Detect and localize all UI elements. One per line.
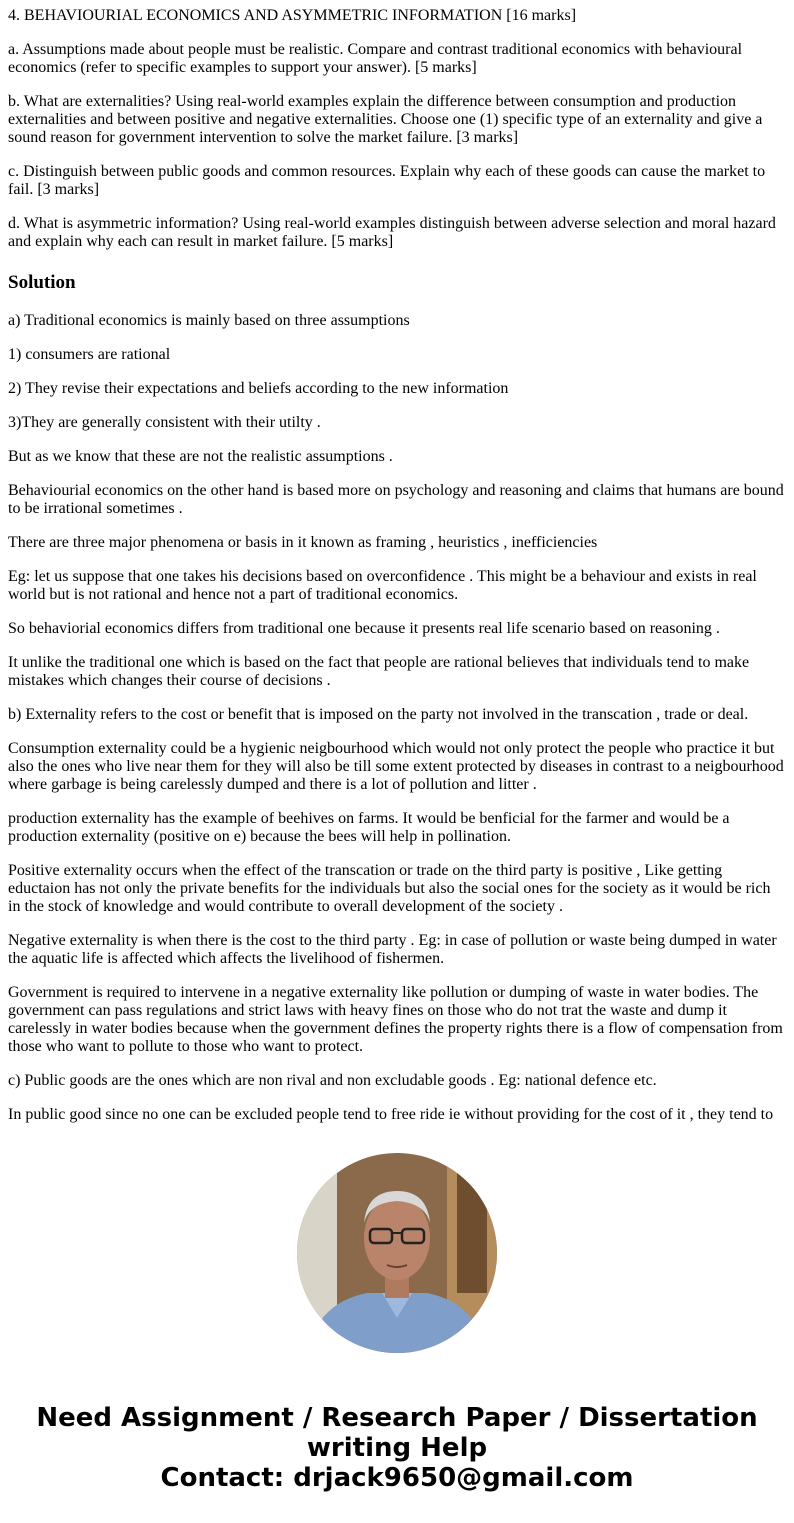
- solution-paragraph: In public good since no one can be excluded people tend to free ride ie without providing for the cost of it , they tend to: [8, 1106, 774, 1123]
- solution-paragraph: So behaviorial economics differs from traditional one because it presents real life scenario based on reasoning .: [8, 620, 720, 637]
- promo-banner: [0, 1403, 794, 1493]
- solution-paragraph: 3)They are generally consistent with their utilty .: [8, 414, 321, 431]
- solution-paragraph: Consumption externality could be a hygienic neigbourhood which would not only protect the people who practice it but also the ones who live near them for they will also be till some extent protected by diseases in contrast to a neigbourhood where garbage is being carelessly dumped and there is a lot of pollution and litter .: [8, 740, 784, 793]
- solution-paragraph: b) Externality refers to the cost or benefit that is imposed on the party not involved in the transcation , trade or deal.: [8, 706, 749, 723]
- solution-paragraph: production externality has the example of beehives on farms. It would be benficial for the farmer and would be a production externality (positive on e) because the bees will help in pollination.: [8, 810, 730, 845]
- solution-paragraph: There are three major phenomena or basis in it known as framing , heuristics , inefficiencies: [8, 534, 598, 551]
- promo-contact: Contact: drjack9650@gmail.com: [160, 1463, 634, 1493]
- question-title: 4. BEHAVIOURIAL ECONOMICS AND ASYMMETRIC INFORMATION [16 marks]: [8, 7, 577, 24]
- solution-paragraph: Positive externality occurs when the effect of the transcation or trade on the third party is positive , Like getting eductaion has not only the private benefits for the individuals but also the social ones for the society as it would be rich in the stock of knowledge and would contribute to overall development of the society .: [8, 862, 771, 915]
- solution-body: [8, 312, 786, 1123]
- solution-paragraph: 2) They revise their expectations and beliefs according to the new information: [8, 380, 509, 397]
- solution-paragraph: a) Traditional economics is mainly based on three assumptions: [8, 312, 410, 329]
- question-part-a: a. Assumptions made about people must be realistic. Compare and contrast traditional economics with behavioural economics (refer to specific examples to support your answer). [5 marks]: [8, 41, 743, 76]
- solution-paragraph: Government is required to intervene in a negative externality like pollution or dumping of waste in water bodies. The government can pass regulations and strict laws with heavy fines on those who do not trat the waste and dump it carelessly in water bodies because when the government defines the property rights there is a flow of compensation from those who want to pollute to those who want to protect.: [8, 984, 783, 1055]
- solution-paragraph: But as we know that these are not the realistic assumptions .: [8, 448, 393, 465]
- question-part-c: c. Distinguish between public goods and common resources. Explain why each of these goods can cause the market to fail. [3 marks]: [8, 163, 766, 198]
- solution-paragraph: Negative externality is when there is the cost to the third party . Eg: in case of pollution or waste being dumped in water the aquatic life is affected which affects the livelihood of fishermen.: [8, 932, 777, 967]
- question-part-b: b. What are externalities? Using real-world examples explain the difference between consumption and production externalities and between positive and negative externalities. Choose one (1) specific type of an externality and give a sound reason for government intervention to solve the market failure. [3 marks]: [8, 93, 763, 146]
- solution-paragraph: It unlike the traditional one which is based on the fact that people are rational believes that individuals tend to make mistakes which changes their course of decisions .: [8, 654, 750, 689]
- solution-paragraph: c) Public goods are the ones which are non rival and non excludable goods . Eg: national defence etc.: [8, 1072, 657, 1089]
- solution-paragraph: Behaviourial economics on the other hand is based more on psychology and reasoning and claims that humans are bound to be irrational sometimes .: [8, 482, 784, 517]
- solution-paragraph: 1) consumers are rational: [8, 346, 171, 363]
- author-photo: [297, 1153, 497, 1353]
- solution-paragraph: Eg: let us suppose that one takes his decisions based on overconfidence . This might be a behaviour and exists in real world but is not rational and hence not a part of traditional economics.: [8, 568, 757, 603]
- document-content: [8, 0, 786, 1123]
- promo-headline: Need Assignment / Research Paper / Dissertation writing Help: [36, 1403, 758, 1463]
- solution-heading: Solution: [8, 272, 76, 293]
- question-part-d: d. What is asymmetric information? Using real-world examples distinguish between adverse selection and moral hazard and explain why each can result in market failure. [5 marks]: [8, 215, 776, 250]
